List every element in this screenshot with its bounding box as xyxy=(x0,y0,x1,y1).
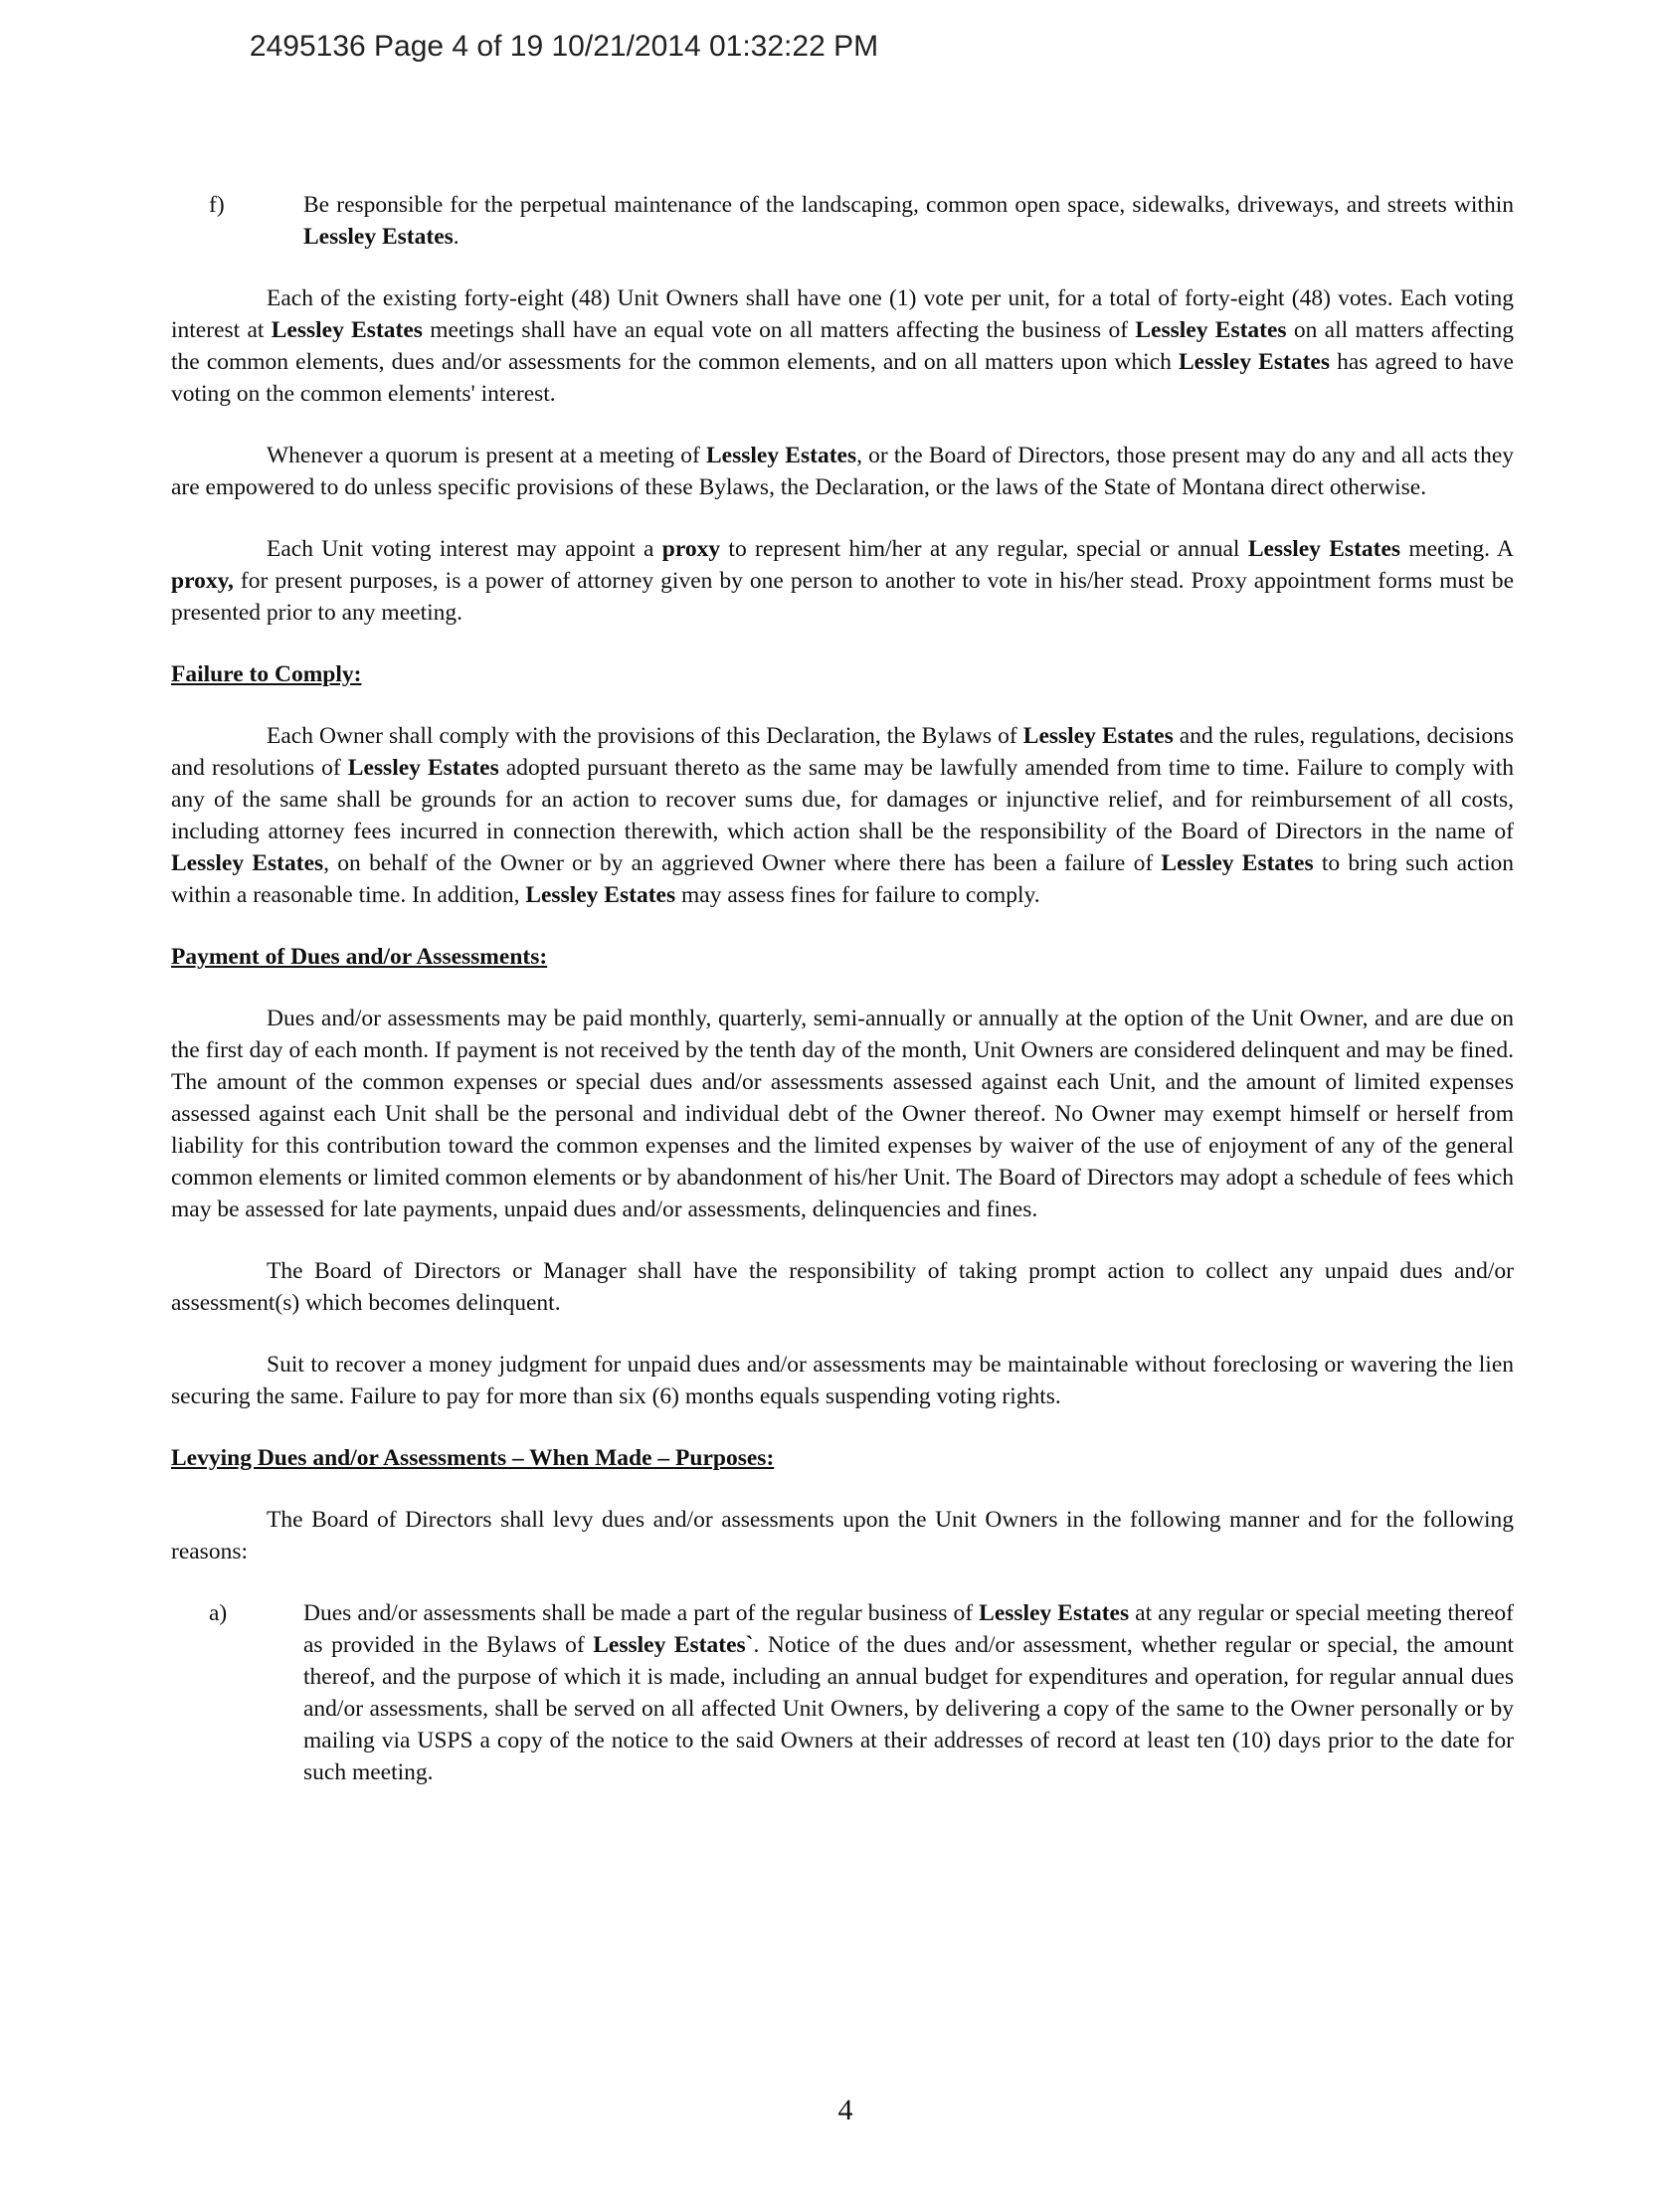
section-heading-payment: Payment of Dues and/or Assessments: xyxy=(171,944,548,970)
paragraph-proxy: Each Unit voting interest may appoint a proxy to represent him/her at any regular, special or annual Lessley Estates meeting. A proxy, for present purposes, is a power of attorney given by one person to another to vote in his/her stead. Proxy appointment forms must be presented prior to any meeting. xyxy=(171,536,1514,626)
list-marker: f) xyxy=(209,192,225,218)
paragraph-levy: The Board of Directors shall levy dues and/or assessments upon the Unit Owners in the following manner and for the following reasons: xyxy=(171,1507,1514,1565)
list-item-text: Dues and/or assessments shall be made a part of the regular business of Lessley Estates at any regular or special meeting thereof as provided in the Bylaws of Lessley Estates`. Notice of the dues and/or assessment, whether regular or special, the amount thereof, and the purpose of which it is made, including an annual budget for expenditures and operation, for regular annual dues and/or assessments, shall be served on all affected Unit Owners, by delivering a copy of the same to the Owner personally or by mailing via USPS a copy of the notice to the said Owners at their addresses of record at least ten (10) days prior to the date for such meeting. xyxy=(303,1600,1515,1785)
list-marker: a) xyxy=(209,1600,228,1626)
list-item-text: Be responsible for the perpetual maintenance of the landscaping, common open space, sidewalks, driveways, and streets within Lessley Estates. xyxy=(303,192,1514,250)
paragraph-failure-to-comply: Each Owner shall comply with the provisions of this Declaration, the Bylaws of Lessley Estates and the rules, regulations, decisions and resolutions of Lessley Estates adopted pursuant thereto as the same may be lawfully amended from time to time. Failure to comply with any of the same shall be grounds for an action to recover sums due, for damages or injunctive relief, and for reimbursement of all costs, including attorney fees incurred in connection therewith, which action shall be the responsibility of the Board of Directors in the name of Lessley Estates, on behalf of the Owner or by an aggrieved Owner where there has been a failure of Lessley Estates to bring such action within a reasonable time. In addition, Lessley Estates may assess fines for failure to comply. xyxy=(171,723,1515,908)
section-heading-failure-to-comply: Failure to Comply: xyxy=(171,661,362,687)
paragraph-voting: Each of the existing forty-eight (48) Unit Owners shall have one (1) vote per unit, for a total of forty-eight (48) votes. Each voting interest at Lessley Estates meetings shall have an equal vote on all matters affecting the business of Lessley Estates on all matters affecting the common elements, dues and/or assessments for the common elements, and on all matters upon which Lessley Estates has agreed to have voting on the common elements' interest. xyxy=(171,285,1514,407)
paragraph-payment: Dues and/or assessments may be paid monthly, quarterly, semi-annually or annually at the option of the Unit Owner, and are due on the first day of each month. If payment is not received by the tenth day of the month, Unit Owners are considered delinquent and may be fined. The amount of the common expenses or special dues and/or assessments assessed against each Unit, and the amount of limited expenses assessed against each Unit shall be the personal and individual debt of the Owner thereof. No Owner may exempt himself or herself from liability for this contribution toward the common expenses and the limited expenses by waiver of the use of enjoyment of any of the general common elements or limited common elements or by abandonment of his/her Unit. The Board of Directors may adopt a schedule of fees which may be assessed for late payments, unpaid dues and/or assessments, delinquencies and fines. xyxy=(171,1006,1514,1222)
list-item-f xyxy=(171,189,1514,253)
section-heading-levying: Levying Dues and/or Assessments – When Made – Purposes: xyxy=(171,1445,775,1471)
paragraph-suit: Suit to recover a money judgment for unpaid dues and/or assessments may be maintainable without foreclosing or wavering the lien securing the same. Failure to pay for more than six (6) months equals suspending voting rights. xyxy=(171,1352,1514,1409)
document-body xyxy=(171,189,1514,1818)
paragraph-board-collection: The Board of Directors or Manager shall have the responsibility of taking prompt action to collect any unpaid dues and/or assessment(s) which becomes delinquent. xyxy=(171,1258,1514,1316)
paragraph-quorum: Whenever a quorum is present at a meeting of Lessley Estates, or the Board of Directors, those present may do any and all acts they are empowered to do unless specific provisions of these Bylaws, the Declaration, or the laws of the State of Montana direct otherwise. xyxy=(171,443,1515,500)
document-header-stamp: 2495136 Page 4 of 19 10/21/2014 01:32:22 PM xyxy=(249,30,879,63)
list-item-a xyxy=(171,1597,1514,1788)
page-number: 4 xyxy=(837,2094,853,2126)
